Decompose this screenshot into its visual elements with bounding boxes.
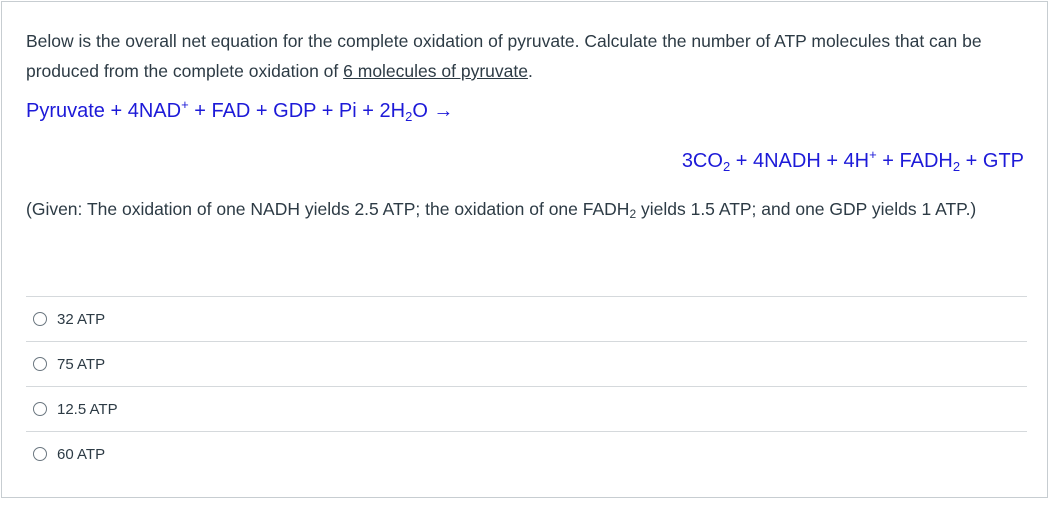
answer-option-4[interactable]	[26, 431, 1027, 476]
question-emphasis: 6 molecules of pyruvate	[343, 61, 528, 81]
answer-option-2[interactable]	[26, 341, 1027, 386]
reactants-text-2: + FAD + GDP + Pi + 2H	[188, 100, 406, 122]
reactants-sup-1: +	[181, 97, 189, 112]
answer-label[interactable]: 75 ATP	[57, 355, 106, 373]
products-text-1: 3CO	[681, 150, 723, 172]
equation-reactants	[26, 97, 454, 124]
products-text-4: + GTP	[960, 150, 1024, 172]
radio-button[interactable]	[33, 447, 47, 461]
products-sub-2: 2	[952, 159, 961, 174]
reactants-sub-1: 2	[405, 109, 413, 124]
answer-option-1[interactable]	[26, 296, 1027, 341]
reactants-text-3: O →	[412, 100, 454, 122]
products-sup-1: +	[869, 147, 877, 162]
radio-button[interactable]	[33, 357, 47, 371]
given-text	[26, 194, 1026, 224]
question-card	[1, 1, 1048, 498]
question-end: .	[527, 61, 533, 81]
answer-label[interactable]: 60 ATP	[57, 445, 106, 463]
reactants-text-1: Pyruvate + 4NAD	[26, 100, 182, 122]
answer-list	[26, 296, 1027, 476]
radio-button[interactable]	[33, 312, 47, 326]
answer-option-3[interactable]	[26, 386, 1027, 431]
answer-label[interactable]: 32 ATP	[57, 310, 106, 328]
products-text-3: + FADH	[876, 150, 953, 172]
radio-button[interactable]	[33, 402, 47, 416]
given-text-2: yields 1.5 ATP; and one GDP yields 1 ATP.)	[636, 199, 977, 219]
products-sub-1: 2	[722, 159, 731, 174]
answer-label[interactable]: 12.5 ATP	[57, 400, 118, 418]
question-text	[26, 26, 1026, 86]
given-sub-1: 2	[629, 207, 637, 221]
equation-products	[681, 147, 1024, 174]
given-text-1: (Given: The oxidation of one NADH yields 2.5 ATP; the oxidation of one FADH	[26, 199, 630, 219]
products-text-2: + 4NADH + 4H	[730, 150, 870, 172]
question-intro: Below is the overall net equation for the complete oxidation of pyruvate. Calculate the number of ATP molecules that can be produced from the complete oxidation of	[26, 31, 982, 81]
